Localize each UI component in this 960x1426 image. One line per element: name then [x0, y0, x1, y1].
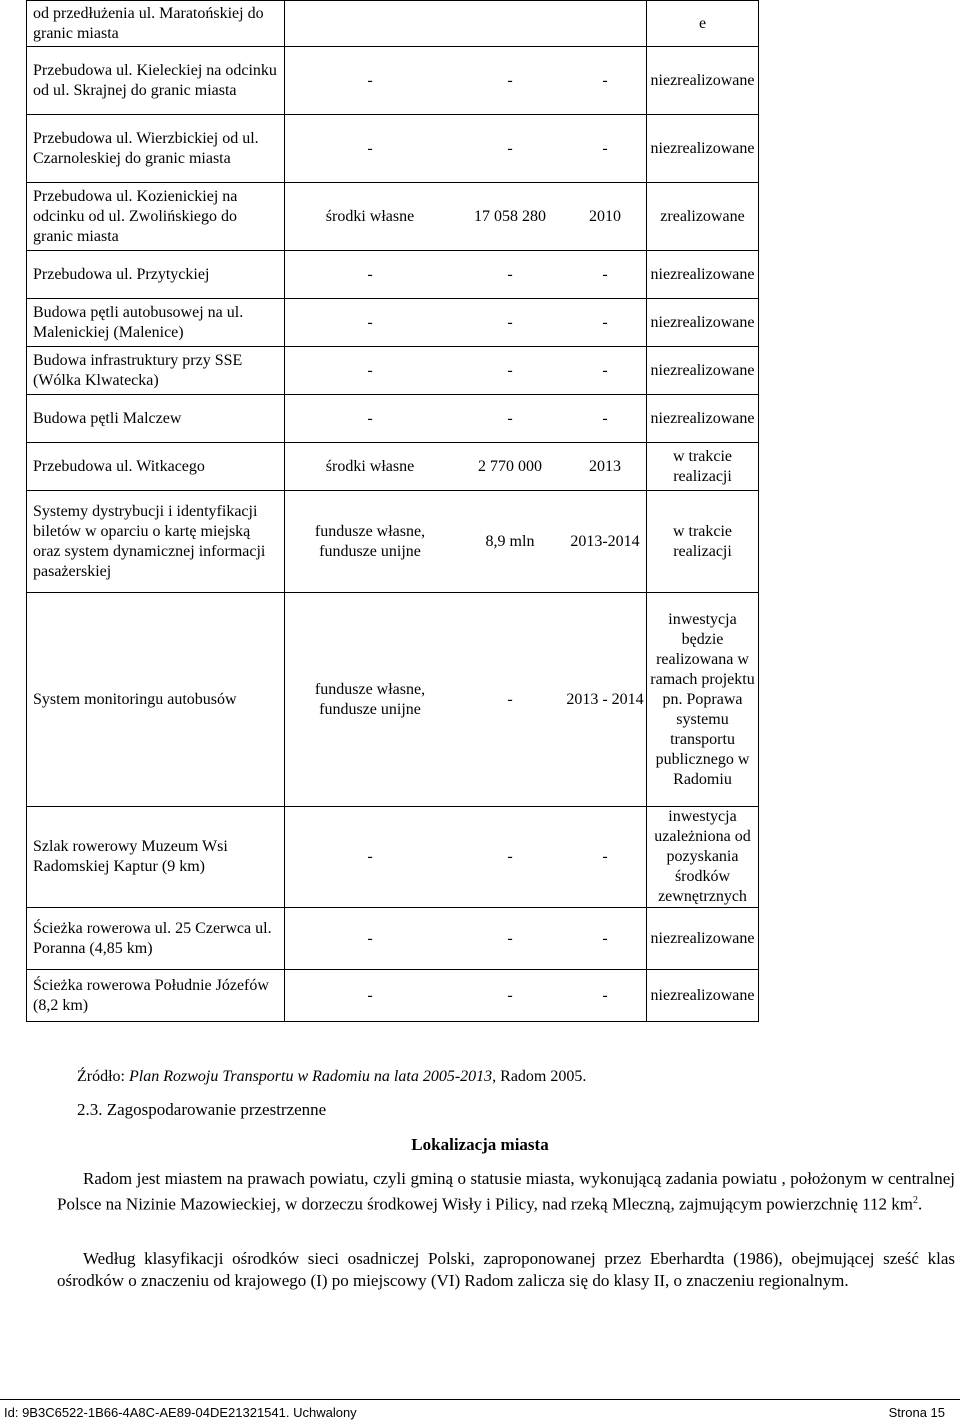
cell-cost: - [507, 409, 513, 427]
funding-row [285, 522, 646, 562]
cell-status: niezrealizowane [647, 347, 759, 395]
cell-funding-source: - [367, 848, 373, 865]
cell-investment-name: Budowa pętli autobusowej na ul. Malenickiej (Malenice) [27, 299, 285, 347]
cell-funding-group [285, 593, 647, 807]
cell-funding-group [285, 395, 647, 443]
investment-table [26, 0, 759, 1022]
table-row [27, 1, 759, 47]
cell-year: 2010 [589, 207, 621, 225]
footer-divider [0, 1399, 960, 1400]
cell-investment-name: Przebudowa ul. Kozienickiej na odcinku od ul. Zwolińskiego do granic miasta [27, 183, 285, 251]
funding-row [285, 680, 646, 720]
cell-year: 2013 [589, 457, 621, 475]
cell-year: - [602, 848, 608, 865]
funding-row [285, 313, 646, 333]
cell-cost: - [507, 848, 513, 865]
cell-status: niezrealizowane [647, 115, 759, 183]
cell-funding-source: - [367, 139, 373, 157]
cell-funding-source: - [367, 265, 373, 283]
cell-status: e [647, 1, 759, 47]
cell-funding-group [285, 908, 647, 970]
cell-funding-source: - [367, 929, 373, 947]
cell-investment-name: Przebudowa ul. Kieleckiej na odcinku od ul. Skrajnej do granic miasta [27, 47, 285, 115]
section-heading: 2.3. Zagospodarowanie przestrzenne [77, 1100, 327, 1119]
cell-investment-name: System monitoringu autobusów [27, 593, 285, 807]
cell-year: 2013-2014 [570, 532, 640, 550]
funding-row [285, 847, 646, 867]
table-row [27, 47, 759, 115]
cell-funding-group [285, 115, 647, 183]
funding-row [285, 139, 646, 159]
cell-investment-name: Szlak rowerowy Muzeum Wsi Radomskiej Kaptur (9 km) [27, 807, 285, 908]
page-number: Strona 15 [888, 1405, 945, 1420]
cell-status: niezrealizowane [647, 251, 759, 299]
funding-row [285, 457, 646, 477]
cell-funding-group [285, 807, 647, 908]
cell-year: - [602, 313, 608, 331]
funding-row [285, 207, 646, 227]
cell-funding-source: - [367, 409, 373, 427]
cell-funding-source: środki własne [325, 207, 415, 225]
cell-investment-name: od przedłużenia ul. Maratońskiej do granic miasta [27, 1, 285, 47]
table-row [27, 299, 759, 347]
funding-row [285, 929, 646, 949]
cell-status: niezrealizowane [647, 970, 759, 1022]
cell-funding-group [285, 299, 647, 347]
cell-funding-source: - [367, 71, 373, 89]
cell-year: - [602, 265, 608, 283]
cell-funding-group [285, 183, 647, 251]
paragraph-location-text: Radom jest miastem na prawach powiatu, czyli gminą o statusie miasta, wykonującą zadania powiatu , położonym w centralnej Polsce na Nizinie Mazowieckiej, w dorzeczu środkowej Wisły i Pilicy, nad rzeką Mleczną, zajmującym powierzchnię 112 km [57, 1169, 955, 1214]
cell-funding-group [285, 347, 647, 395]
cell-cost: - [507, 139, 513, 157]
funding-row [285, 361, 646, 381]
cell-funding-source: fundusze własne, fundusze unijne [314, 680, 426, 718]
cell-funding-group [285, 443, 647, 491]
cell-status: w trakcie realizacji [647, 491, 759, 593]
cell-cost: - [507, 361, 513, 379]
funding-row [285, 409, 646, 429]
cell-funding-group [285, 970, 647, 1022]
cell-status: niezrealizowane [647, 299, 759, 347]
funding-row [285, 986, 646, 1006]
paragraph-classification: Według klasyfikacji ośrodków sieci osadniczej Polski, zaproponowanej przez Eberhardta (1986), obejmującej sześć klas ośrodków o znaczeniu od krajowego (I) po miejscowy (VI) Radom zalicza się do klasy II, o znaczeniu regionalnym. [57, 1249, 955, 1290]
cell-cost: - [507, 929, 513, 947]
cell-investment-name: Przebudowa ul. Wierzbickiej od ul. Czarnoleskiej do granic miasta [27, 115, 285, 183]
cell-status: inwestycja będzie realizowana w ramach projektu pn. Poprawa systemu transportu publicznego w Radomiu [647, 593, 759, 807]
cell-status: inwestycja uzależniona od pozyskania środków zewnętrznych [647, 807, 759, 908]
cell-funding-group [285, 47, 647, 115]
cell-investment-name: Ścieżka rowerowa ul. 25 Czerwca ul. Poranna (4,85 km) [27, 908, 285, 970]
cell-investment-name: Systemy dystrybucji i identyfikacji biletów w oparciu o kartę miejską oraz system dynamicznej informacji pasażerskiej [27, 491, 285, 593]
cell-cost: - [507, 71, 513, 89]
paragraph-location-end: . [917, 1194, 923, 1214]
funding-row [285, 265, 646, 285]
cell-investment-name: Przebudowa ul. Witkacego [27, 443, 285, 491]
table-row [27, 251, 759, 299]
cell-funding-source: - [367, 361, 373, 379]
source-note [77, 1068, 586, 1086]
source-suffix: Radom 2005. [496, 1068, 587, 1085]
cell-cost: 2 770 000 [478, 457, 542, 475]
cell-investment-name: Budowa pętli Malczew [27, 395, 285, 443]
cell-status: niezrealizowane [647, 395, 759, 443]
table-row [27, 115, 759, 183]
cell-investment-name: Ścieżka rowerowa Południe Józefów (8,2 km) [27, 970, 285, 1022]
table-row [27, 491, 759, 593]
cell-funding-group [285, 491, 647, 593]
source-title: Plan Rozwoju Transportu w Radomiu na lata 2005-2013, [129, 1068, 497, 1085]
cell-status: niezrealizowane [647, 47, 759, 115]
cell-year: - [602, 409, 608, 427]
cell-funding-group [285, 251, 647, 299]
cell-investment-name: Przebudowa ul. Przytyckiej [27, 251, 285, 299]
cell-year: - [602, 929, 608, 947]
paragraph-location [57, 1168, 955, 1216]
table-row [27, 970, 759, 1022]
cell-year: 2013 - 2014 [566, 690, 644, 708]
cell-year: - [602, 986, 608, 1004]
cell-cost: 8,9 mln [485, 532, 535, 550]
cell-year: - [602, 361, 608, 379]
cell-cost: 17 058 280 [474, 207, 546, 225]
cell-funding-group [285, 1, 647, 47]
cell-cost: - [507, 265, 513, 283]
document-id: Id: 9B3C6522-1B66-4A8C-AE89-04DE21321541. Uchwalony [4, 1405, 357, 1420]
table-row [27, 347, 759, 395]
funding-row [285, 71, 646, 91]
subsection-heading: Lokalizacja miasta [411, 1135, 549, 1154]
cell-funding-source: - [367, 313, 373, 331]
cell-funding-source: środki własne [325, 457, 415, 475]
superscript-2: 2 [912, 1195, 918, 1206]
cell-cost: - [507, 986, 513, 1004]
cell-funding-source: - [367, 986, 373, 1004]
table-row [27, 443, 759, 491]
table-row [27, 593, 759, 807]
source-prefix: Źródło: [77, 1068, 129, 1085]
table-row [27, 395, 759, 443]
table-row [27, 807, 759, 908]
table-row [27, 183, 759, 251]
cell-status: w trakcie realizacji [647, 443, 759, 491]
cell-status: niezrealizowane [647, 908, 759, 970]
cell-funding-source: fundusze własne, fundusze unijne [314, 522, 426, 560]
cell-investment-name: Budowa infrastruktury przy SSE (Wólka Klwatecka) [27, 347, 285, 395]
cell-cost: - [507, 690, 513, 708]
cell-cost: - [507, 313, 513, 331]
table-row [27, 908, 759, 970]
cell-status: zrealizowane [647, 183, 759, 251]
cell-year: - [602, 139, 608, 157]
cell-year: - [602, 71, 608, 89]
